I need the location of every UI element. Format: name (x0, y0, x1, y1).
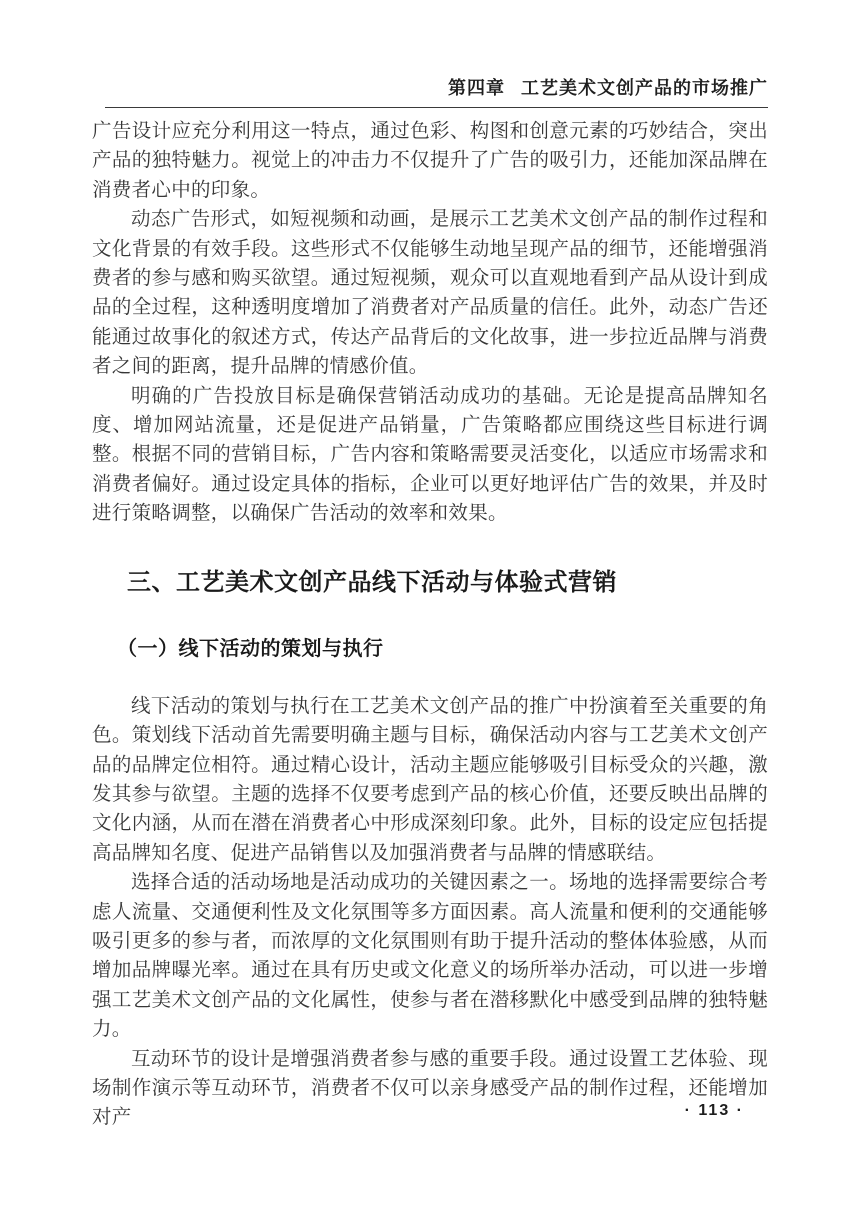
page-content (92, 0, 768, 1133)
chapter-title: 工艺美术文创产品的市场推广 (521, 78, 768, 98)
page-number: · 113 · (684, 1102, 744, 1119)
paragraph: 广告设计应充分利用这一特点，通过色彩、构图和创意元素的巧妙结合，突出产品的独特魅力。视觉上的冲击力不仅提升了广告的吸引力，还能加深品牌在消费者心中的印象。 (92, 121, 768, 201)
header-divider (105, 107, 768, 108)
subsection-heading: （一）线下活动的策划与执行 (117, 637, 384, 660)
body-text-top (92, 117, 768, 529)
paragraph: 线下活动的策划与执行在工艺美术文创产品的推广中扮演着至关重要的角色。策划线下活动首先需要明确主题与目标，确保活动内容与工艺美术文创产品的品牌定位相符。通过精心设计，活动主题应能够吸引目标受众的兴趣，激发其参与欲望。主题的选择不仅要考虑到产品的核心价值，还要反映出品牌的文化内涵，从而在潜在消费者心中形成深刻印象。此外，目标的设定应包括提高品牌知名度、促进产品销售以及加强消费者与品牌的情感联结。 (92, 695, 768, 864)
paragraph: 互动环节的设计是增强消费者参与感的重要手段。通过设置工艺体验、现场制作演示等互动环节，消费者不仅可以亲身感受产品的制作过程，还能增加对产 (92, 1048, 768, 1129)
body-text-bottom (92, 692, 768, 1133)
paragraph: 选择合适的活动场地是活动成功的关键因素之一。场地的选择需要综合考虑人流量、交通便利性及文化氛围等多方面因素。高人流量和便利的交通能够吸引更多的参与者，而浓厚的文化氛围则有助于提升活动的整体体验感，从而增加品牌曝光率。通过在具有历史或文化意义的场所举办活动，可以进一步增强工艺美术文创产品的文化属性，使参与者在潜移默化中感受到品牌的独特魅力。 (92, 872, 768, 1041)
chapter-label: 第四章 (448, 78, 505, 98)
paragraph: 明确的广告投放目标是确保营销活动成功的基础。无论是提高品牌知名度、增加网站流量，还是促进产品销量，广告策略都应围绕这些目标进行调整。根据不同的营销目标，广告内容和策略需要灵活变化，以适应市场需求和消费者偏好。通过设定具体的指标，企业可以更好地评估广告的效果，并及时进行策略调整，以确保广告活动的效率和效果。 (92, 385, 768, 525)
paragraph: 动态广告形式，如短视频和动画，是展示工艺美术文创产品的制作过程和文化背景的有效手段。这些形式不仅能够生动地呈现产品的细节，还能增强消费者的参与感和购买欲望。通过短视频，观众可以直观地看到产品从设计到成品的全过程，这种透明度增加了消费者对产品质量的信任。此外，动态广告还能通过故事化的叙述方式，传达产品背后的文化故事，进一步拉近品牌与消费者之间的距离，提升品牌的情感价值。 (92, 209, 768, 378)
section-heading: 三、工艺美术文创产品线下活动与体验式营销 (127, 568, 617, 596)
running-head (92, 0, 768, 100)
